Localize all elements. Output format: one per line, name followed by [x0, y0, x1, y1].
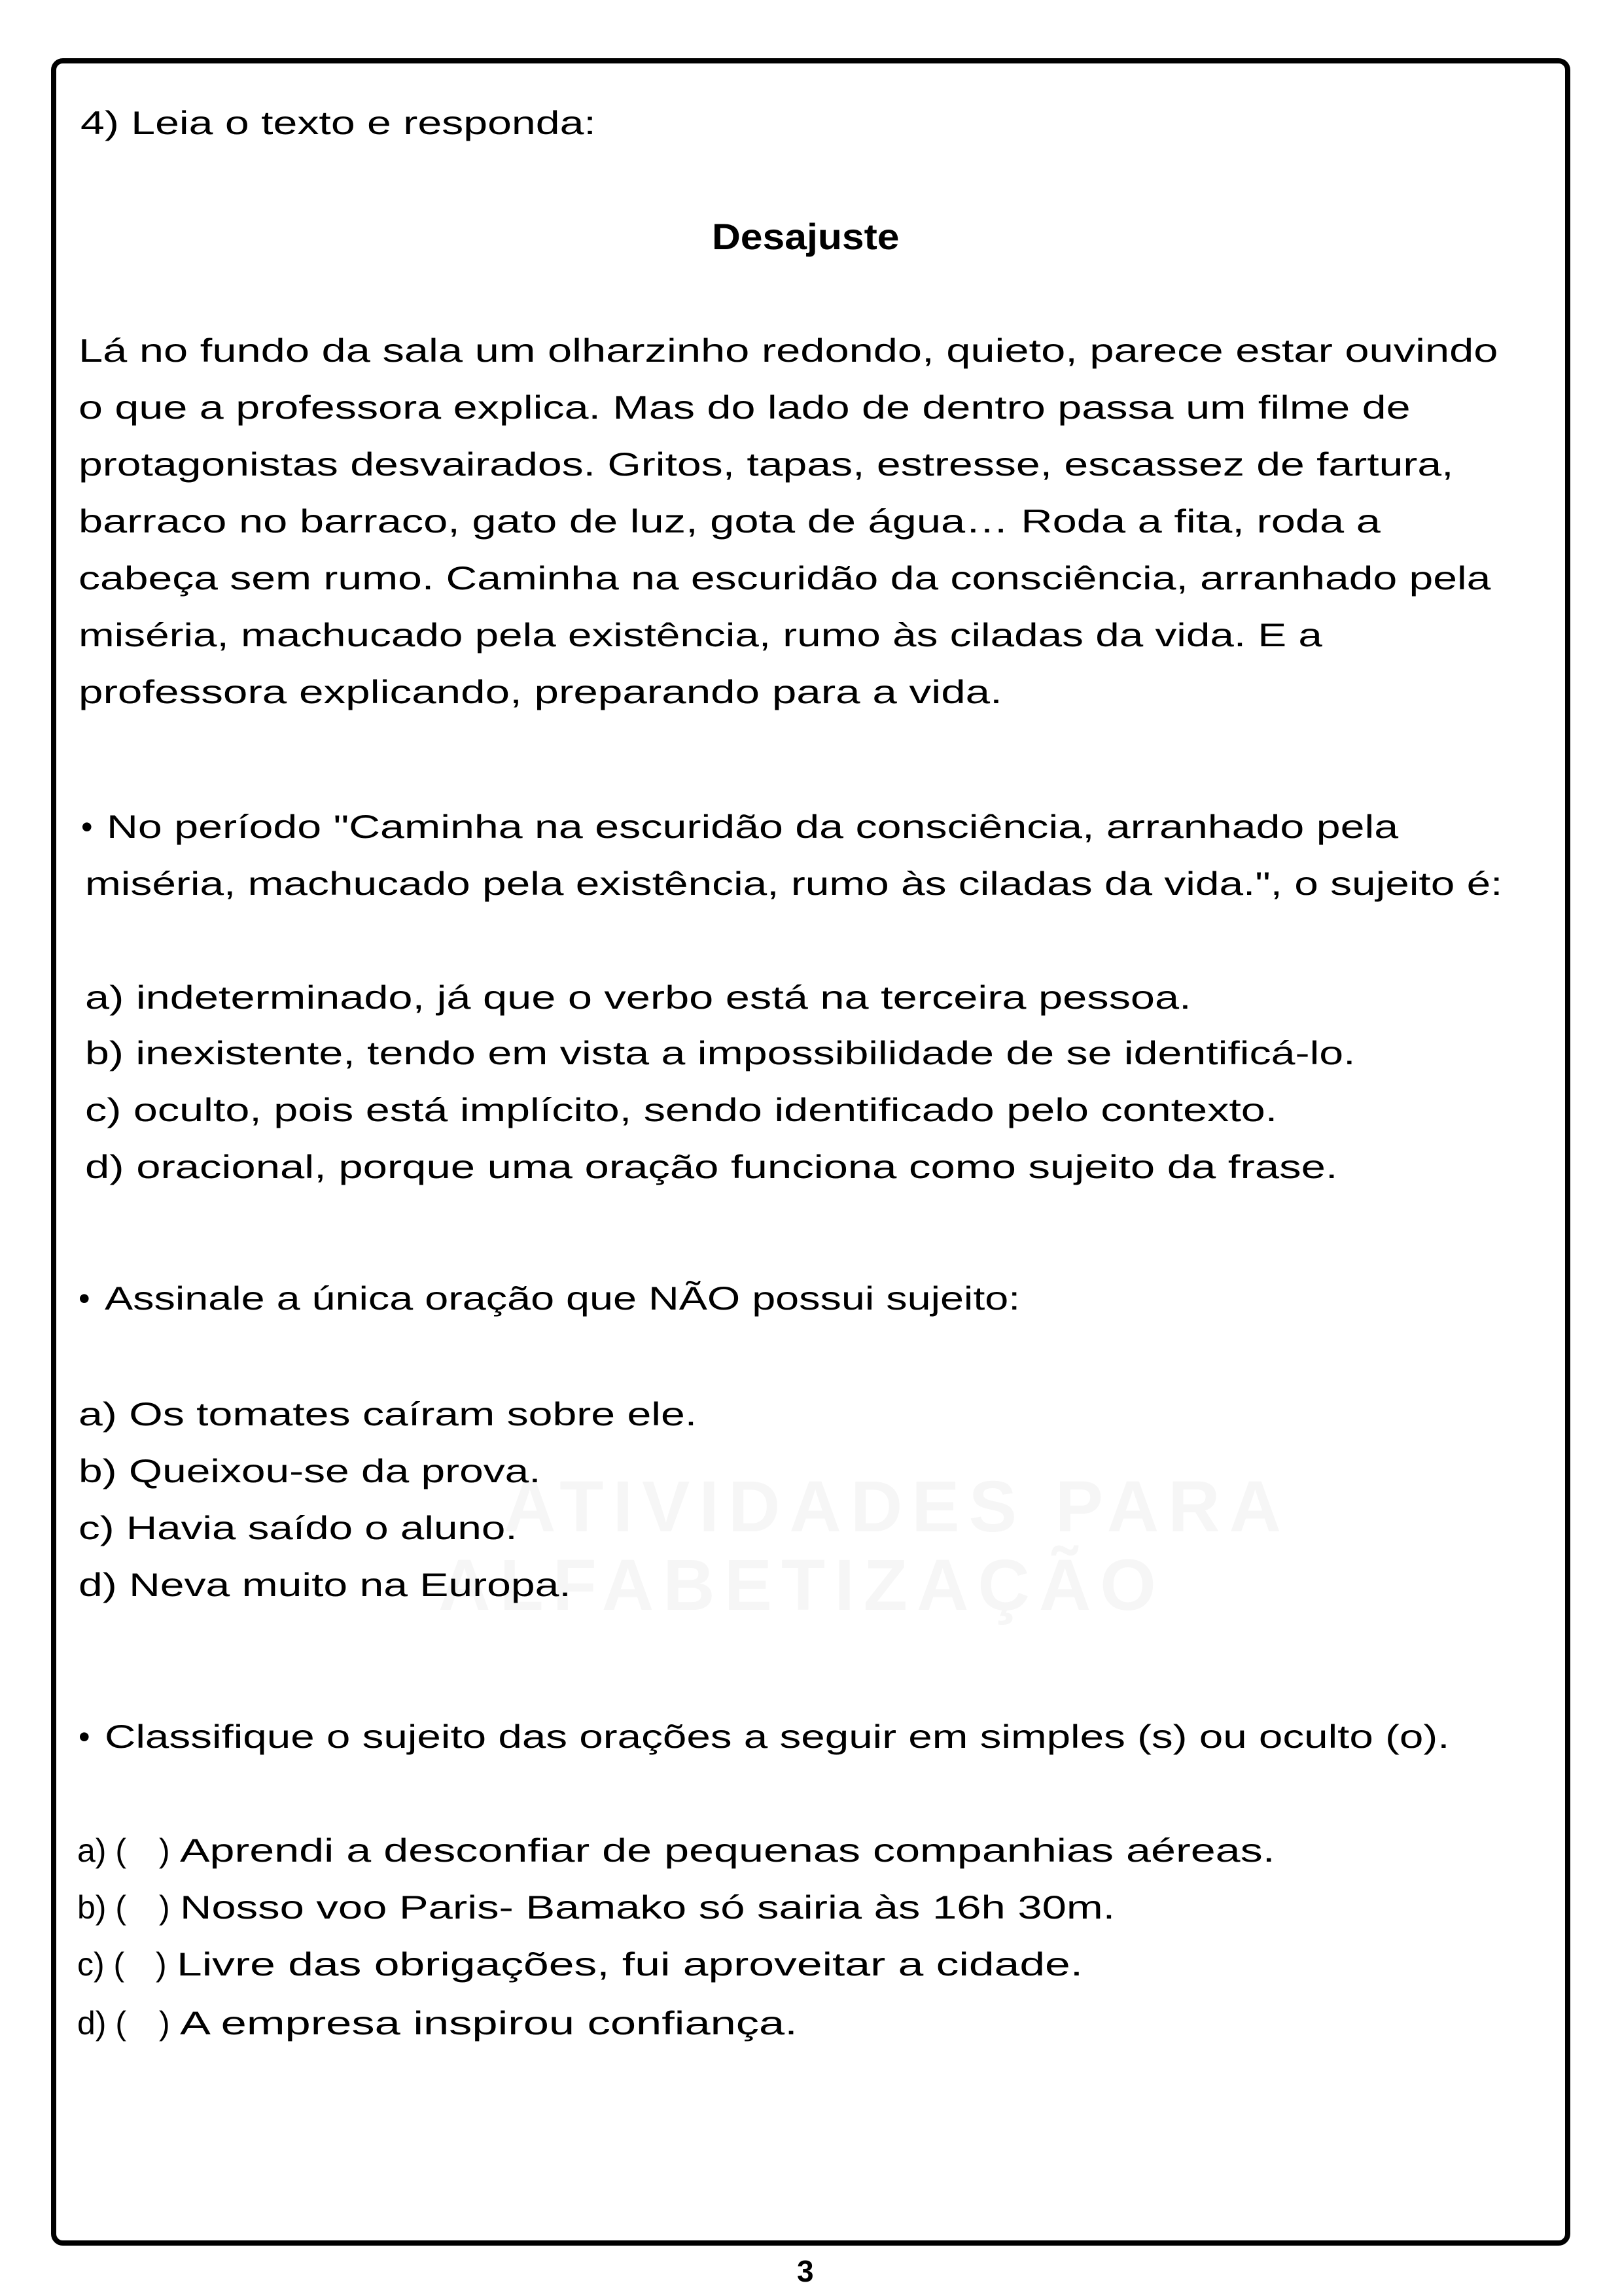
- paragraph-line: protagonistas desvairados. Gritos, tapas, estresse, escassez de fartura,: [79, 446, 1454, 483]
- watermark-line-2: ALFABETIZAÇÃO: [438, 1545, 1165, 1626]
- answer-option-b[interactable]: b) Queixou-se da prova.: [79, 1453, 541, 1489]
- bullet-icon: •: [79, 1718, 90, 1755]
- answer-option-b[interactable]: b) inexistente, tendo em vista a impossibilidade de se identificá-lo.: [85, 1035, 1356, 1071]
- option-paren-close: ): [159, 1889, 170, 1926]
- watermark-line-1: ATIVIDADES PARA: [504, 1467, 1291, 1547]
- option-label: c) (: [77, 1946, 125, 1983]
- answer-option-c[interactable]: c) Havia saído o aluno.: [79, 1510, 518, 1546]
- question-prompt: No período "Caminha na escuridão da consciência, arranhado pela: [107, 809, 1399, 845]
- option-text: Aprendi a desconfiar de pequenas companhias aéreas.: [180, 1832, 1275, 1869]
- option-paren-close: ): [159, 1832, 170, 1869]
- paragraph-line: o que a professora explica. Mas do lado de dentro passa um filme de: [79, 389, 1411, 426]
- answer-option-a[interactable]: a) Os tomates caíram sobre ele.: [79, 1396, 697, 1433]
- paragraph-line: cabeça sem rumo. Caminha na escuridão da consciência, arranhado pela: [79, 560, 1491, 597]
- answer-blank[interactable]: [134, 1828, 180, 1873]
- answer-blank[interactable]: [131, 1941, 177, 1987]
- bullet-icon: •: [79, 1280, 90, 1317]
- question-prompt: Assinale a única oração que NÃO possui sujeito:: [105, 1280, 1021, 1317]
- text-title: Desajuste: [712, 216, 900, 257]
- paragraph-line: miséria, machucado pela existência, rumo às ciladas da vida. E a: [79, 617, 1322, 653]
- option-text: A empresa inspirou confiança.: [180, 2005, 798, 2042]
- question-prompt: miséria, machucado pela existência, rumo às ciladas da vida.", o sujeito é:: [85, 865, 1503, 902]
- answer-blank[interactable]: [134, 1885, 180, 1930]
- option-paren-close: ): [159, 2005, 170, 2042]
- page-number: 3: [797, 2254, 814, 2288]
- paragraph-line: barraco no barraco, gato de luz, gota de água… Roda a fita, roda a: [79, 503, 1381, 540]
- option-text: Nosso voo Paris- Bamako só sairia às 16h 30m.: [180, 1889, 1116, 1926]
- option-label: d) (: [77, 2005, 126, 2042]
- paragraph-line: professora explicando, preparando para a vida.: [79, 674, 1002, 710]
- option-text: Livre das obrigações, fui aproveitar a cidade.: [177, 1946, 1084, 1983]
- answer-blank[interactable]: [134, 2000, 180, 2046]
- answer-option-d[interactable]: d) Neva muito na Europa.: [79, 1567, 571, 1603]
- option-label: b) (: [77, 1889, 126, 1926]
- option-label: a) (: [77, 1832, 126, 1869]
- option-paren-close: ): [156, 1946, 167, 1983]
- paragraph-line: Lá no fundo da sala um olharzinho redondo, quieto, parece estar ouvindo: [79, 332, 1498, 369]
- answer-option-c[interactable]: c) oculto, pois está implícito, sendo identificado pelo contexto.: [85, 1092, 1278, 1128]
- bullet-icon: •: [81, 809, 93, 845]
- question-prompt: Classifique o sujeito das orações a seguir em simples (s) ou oculto (o).: [105, 1718, 1450, 1755]
- answer-option-d[interactable]: d) oracional, porque uma oração funciona como sujeito da frase.: [85, 1149, 1338, 1185]
- answer-option-a[interactable]: a) indeterminado, já que o verbo está na terceira pessoa.: [85, 979, 1191, 1016]
- instruction: 4) Leia o texto e responda:: [80, 105, 596, 141]
